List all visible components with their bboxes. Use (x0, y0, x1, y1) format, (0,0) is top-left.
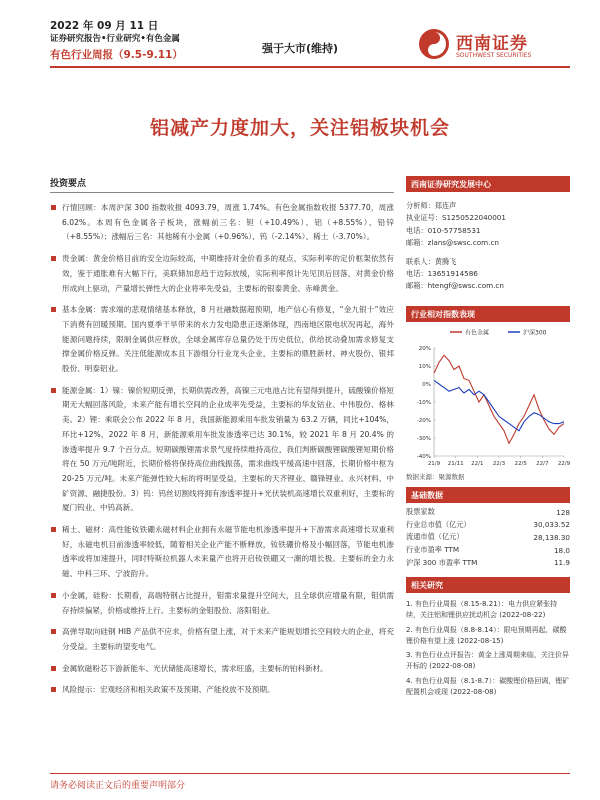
related-heading: 相关研究 (406, 577, 570, 593)
header-divider (50, 66, 570, 68)
stat-label: 行业总市值（亿元） (406, 519, 471, 529)
stat-label: 股票家数 (406, 507, 435, 517)
related-item[interactable]: 1. 有色行业周报（8.15-8.21）：电力供应紧张持续，关注铝和锂供应扰动机会 (2022-08-22) (406, 599, 558, 620)
summary-bullet: 金属软磁粉芯下游新能车、光伏储能高速增长，需求旺盛，主要标的铂科新材。 (50, 662, 394, 677)
summary-bullet: 贵金属：黄金价格目前的安全边际较高，中期维持对金价看多的观点，实际利率的定价框架依然有效，鉴于通胀难有大幅下行，美联储加息趋于边际放缓，实际利率预计先见顶后回落，对黄金价格形成向上驱动，产量增长弹性大的企业将率先受益，主要标的银泰黄金、赤峰黄金。 (50, 252, 394, 296)
table-row (406, 506, 570, 519)
stat-value: 18.0 (553, 545, 570, 555)
chart-heading: 行业相对指数表现 (406, 306, 570, 322)
x-tick-label: 22/5 (514, 461, 527, 467)
contact-line: 电话：010-57758531 (406, 225, 481, 235)
x-tick-label: 21/11 (447, 461, 464, 467)
y-tick-label: -10% (416, 400, 431, 406)
table-row (406, 531, 570, 544)
y-tick-label: -40% (416, 454, 431, 460)
relative-index-chart (406, 322, 570, 470)
contact-line: 执业证号：S1250522040001 (406, 213, 506, 223)
stat-label: 沪深 300 市盈率 TTM (406, 557, 478, 567)
y-tick-label: 0% (422, 382, 431, 388)
x-tick-label: 22/7 (536, 461, 549, 467)
summary-bullet: 高弹导取向硅钢 HIB 产品供不应求，价格有望上涨，对于未来产能规划增长空间较大的企业，将充分受益。主要标的望变电气。 (50, 625, 394, 654)
analyst-contacts (406, 192, 570, 306)
stat-label: 行业市盈率 TTM (406, 545, 460, 555)
contact-line: 联系人：黄腾飞 (406, 256, 457, 266)
x-tick-label: 21/9 (427, 461, 441, 467)
logo-text-en: SOUTHWEST SECURITIES (456, 52, 532, 59)
x-tick-label: 22/9 (557, 461, 570, 467)
series-line (434, 355, 564, 443)
table-row (406, 519, 570, 532)
summary-heading: 投资要点 (50, 176, 394, 193)
industry-rating: 强于大市(维持) (262, 42, 339, 55)
report-series: 有色行业周报（9.5-9.11） (50, 49, 183, 61)
data-heading: 基础数据 (406, 487, 570, 503)
legend-label: 有色金属 (465, 329, 490, 337)
summary-bullet: 风险提示：宏观经济和相关政策不及预期、产能投放不及预期。 (50, 683, 394, 698)
related-item[interactable]: 4. 有色行业周报（8.1-8.7）：碳酸锂价格回调，锂矿配置机会或现 (2022-08-08) (406, 676, 570, 697)
y-tick-label: 20% (418, 346, 431, 352)
legend-label: 沪深300 (523, 329, 547, 337)
summary-bullet: 能源金属：1）镍：镍价短期反弹，长期供需改善，高镍三元电池占比有望得到提升，硫酸镍价格短期无大幅回落风险，未来产能有增长空间的企业成率先受益，主要标的华友钴业、中伟股份、格林美。2）锂：乘联会公布 2022 年 8 月，我国新能源乘用车批发销量为 63.2 万辆，同比+104%，环比+12%，2022 年 8 月，新能源乘用车批发渗透率已达 30.1%，较 2021 年 8 月 20.4% 的渗透率提升 9.7 个百分点。短期碳酸锂需求景气度持续维持高位，我们判断碳酸锂碳酸锂短期价格将在 50 万元/吨附近，长期价格将保持高位曲线振荡，需求曲线平缓高速中回落，长期价格中枢为 20-25 万元/吨。未来产能弹性较大标的将明显受益，主要标的天齐锂业、赣锋锂业、永兴材料、中矿资源、融捷股份。3）钨：钨丝切割线将拥有渗透率提升+光伏装机高速增长双重利好，主要标的厦门钨业、中钨高新。 (50, 384, 394, 516)
summary-bullet: 小金属，硅粉：长期看，高端特钢占比提升，钼需求量提升空间大，且全球供应增量有限，钼供需存持续偏紧，价格或维持上行。主要标的金钼股份、洛阳钼业。 (50, 589, 394, 618)
y-tick-label: -20% (416, 418, 431, 424)
investment-summary (50, 176, 394, 705)
contact-line: 邮箱：zlans@swsc.com.cn (406, 238, 499, 248)
stat-label: 流通市值（亿元） (406, 532, 464, 542)
report-type: 证券研究报告•行业研究•有色金属 (50, 34, 180, 44)
x-tick-label: 22/1 (471, 461, 484, 467)
y-tick-label: -30% (416, 436, 431, 442)
stat-value: 128 (556, 507, 570, 517)
stat-value: 28,138.30 (533, 532, 570, 542)
company-logo (418, 26, 568, 66)
sidebar (406, 176, 570, 701)
stat-value: 30,033.52 (533, 520, 570, 530)
report-date: 2022 年 09 月 11 日 (50, 20, 159, 32)
footer-disclaimer: 请务必阅读正文后的重要声明部分 (50, 781, 186, 791)
contact-line: 电话：13651914586 (406, 269, 478, 279)
summary-bullet: 稀土、磁材：高性能钕铁硼永磁材料企业拥有永磁节能电机渗透率提升+下游需求高速增长双重利好，永磁电机目前渗透率较低，随着相关企业产能不断释放，钕铁硼价格及小幅回落，节能电机渗透率或将加速提升，同时特斯拉机器人未来量产也将开启钕铁硼又一潮的增长极。主要标的金力永磁、中科三环、宁波韵升。 (50, 523, 394, 582)
related-research-list (406, 593, 570, 698)
x-tick-label: 22/3 (492, 461, 506, 467)
footer-divider (50, 773, 570, 774)
logo-mark-icon (418, 28, 450, 60)
summary-bullet: 行情回顾：本周沪深 300 指数收报 4093.79，周涨 1.74%。有色金属指数收报 5377.70，周涨 6.02%。本周有色金属各子板块，涨幅前三名：钽（+10.49%）、铝（+8.55%）、铅锌（+8.55%）；涨幅后三名：其他稀有小金属（+0.96%）、钨（-2.14%）、稀土（-3.70%）。 (50, 201, 394, 245)
table-row (406, 544, 570, 557)
table-row (406, 556, 570, 569)
chart-source: 数据来源：聚源数据 (406, 473, 465, 481)
logo-text-cn: 西南证券 (456, 34, 528, 54)
report-title: 铝减产力度加大，关注铝板块机会 (149, 117, 450, 139)
contact-line: 邮箱：htengf@swsc.com.cn (406, 281, 504, 291)
contact-line: 分析师：郑连声 (406, 201, 457, 210)
y-tick-label: 10% (418, 364, 431, 370)
related-item[interactable]: 3. 有色行业点评报告：黄金上涨周期来临，关注价异开标的 (2022-08-08) (406, 651, 569, 671)
stat-value: 11.9 (553, 558, 570, 568)
summary-bullet: 基本金属：需求端的悲观情绪基本释放，8 月社融数据超预期，地产信心有修复，“金九银十”效应下消费有回暖预期。国内夏季干旱带来的水力发电隐患正逐渐体现，西南地区限电状况再起，海外能源问题持续，限制金属供应释放，全球金属库存总量仍处于历史低位，供给扰动叠加需求修复支撑金属价格反弹。关注低能源成本且下游细分行业龙头企业，主要标的鼎胜新材、神火股份、银邦股份、明泰铝业。 (50, 303, 394, 377)
relative-index-chart-svg (406, 322, 570, 470)
team-heading: 西南证券研究发展中心 (406, 176, 570, 192)
related-item[interactable]: 2. 有色行业周报（8.8-8.14）：限电预期再起，碳酸锂价格有望上涨 (2022-08-15) (406, 625, 567, 645)
basic-data-table (406, 506, 570, 569)
